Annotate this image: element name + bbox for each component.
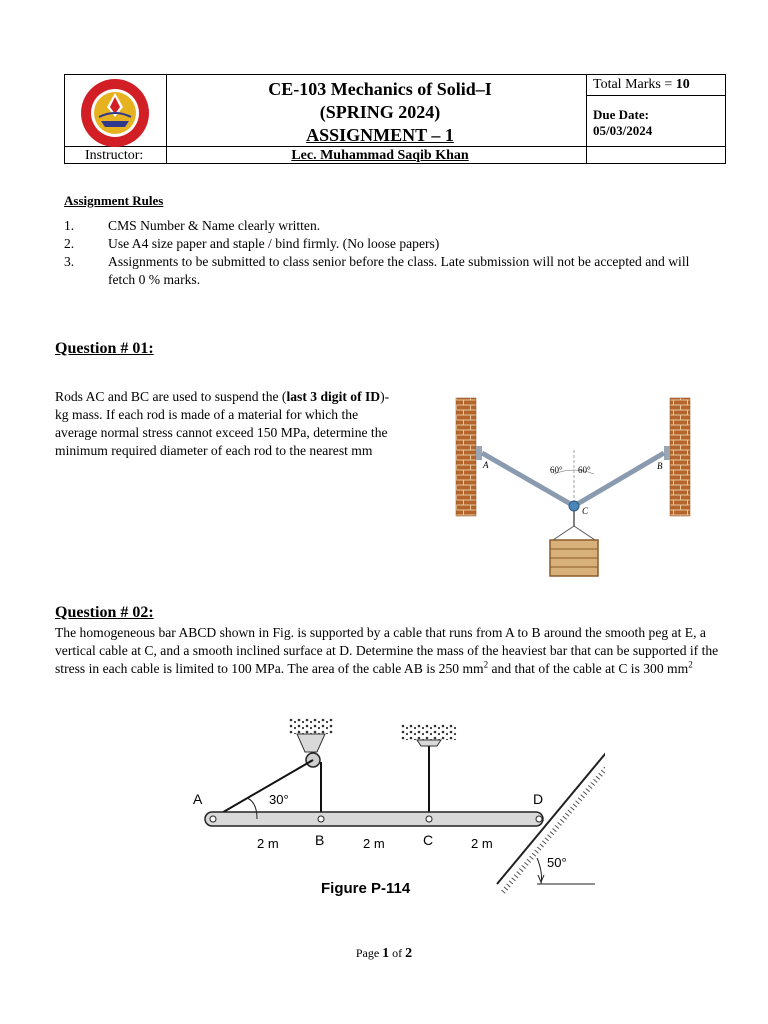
rule-item: 2. Use A4 size paper and staple / bind firmly. (No loose papers) [64, 236, 440, 251]
angle-left: 60° [550, 465, 563, 475]
header-table [64, 74, 726, 164]
right-wall [670, 398, 690, 516]
angle-right: 60° [578, 465, 591, 475]
due-date: Due Date: 05/03/2024 [593, 107, 653, 138]
label-c: C [423, 832, 434, 848]
rule-item: 1. CMS Number & Name clearly written. [64, 218, 321, 233]
ceiling-c [401, 724, 457, 740]
label-a: A [483, 460, 489, 470]
dim-cd: 2 m [471, 836, 493, 851]
question-2-text: The homogeneous bar ABCD shown in Fig. is supported by a cable that runs from A to B around the smooth peg at E, a vertical cable at C, and a smooth inclined surface at D. Determine the mass of the heaviest bar that can be supported if the stress in each cable is limited to 100 MPa. The area of the cable AB is 250 $mm^2$ and that of the cable at C is 300 $mm^2$ [55, 625, 719, 676]
label-c: C [582, 506, 589, 516]
left-wall [456, 398, 476, 516]
rod-ac [482, 453, 574, 506]
angle-cable: 30° [269, 792, 289, 807]
angle-surface: 50° [547, 855, 567, 870]
rules-heading: Assignment Rules [64, 193, 164, 208]
bar-abcd [205, 812, 543, 826]
figure-caption: Figure P-114 [321, 880, 411, 897]
instructor-name: Lec. Muhammad Saqib Khan [291, 148, 469, 163]
dim-bc: 2 m [363, 836, 385, 851]
dim-ab: 2 m [257, 836, 279, 851]
assignment-title: ASSIGNMENT – 1 [306, 125, 454, 145]
page-footer: Page 1 of 2 [355, 946, 413, 961]
label-d: D [533, 791, 544, 807]
rule-item: 3. Assignments to be submitted to class senior before the class. Late submission will not be accepted and will fetch 0 % marks. [64, 254, 690, 287]
course-title: CE-103 Mechanics of Solid–I [268, 79, 492, 99]
semester: (SPRING 2024) [319, 102, 441, 122]
ring-c [569, 501, 579, 511]
question-1-heading: Question # 01: [55, 340, 154, 357]
cable-ab [213, 760, 313, 818]
college-logo [79, 77, 151, 149]
figure-rods-ac-bc [450, 390, 700, 580]
label-b: B [657, 461, 663, 471]
total-marks: Total Marks = 10 [593, 77, 690, 92]
rod-bc [574, 453, 664, 506]
question-1-text: Rods AC and BC are used to suspend the (last 3 digit of ID)-kg mass. If each rod is made of a material for which the average normal stress cannot exceed 150 MPa, determine the minimum required diameter of each rod to the nearest mm [55, 389, 390, 458]
figure-p-114 [185, 712, 605, 902]
label-b: B [315, 832, 325, 848]
ceiling-e [288, 718, 334, 734]
label-a: A [193, 791, 203, 807]
instructor-label: Instructor: [85, 148, 144, 163]
question-2-heading: Question # 02: [55, 604, 154, 621]
